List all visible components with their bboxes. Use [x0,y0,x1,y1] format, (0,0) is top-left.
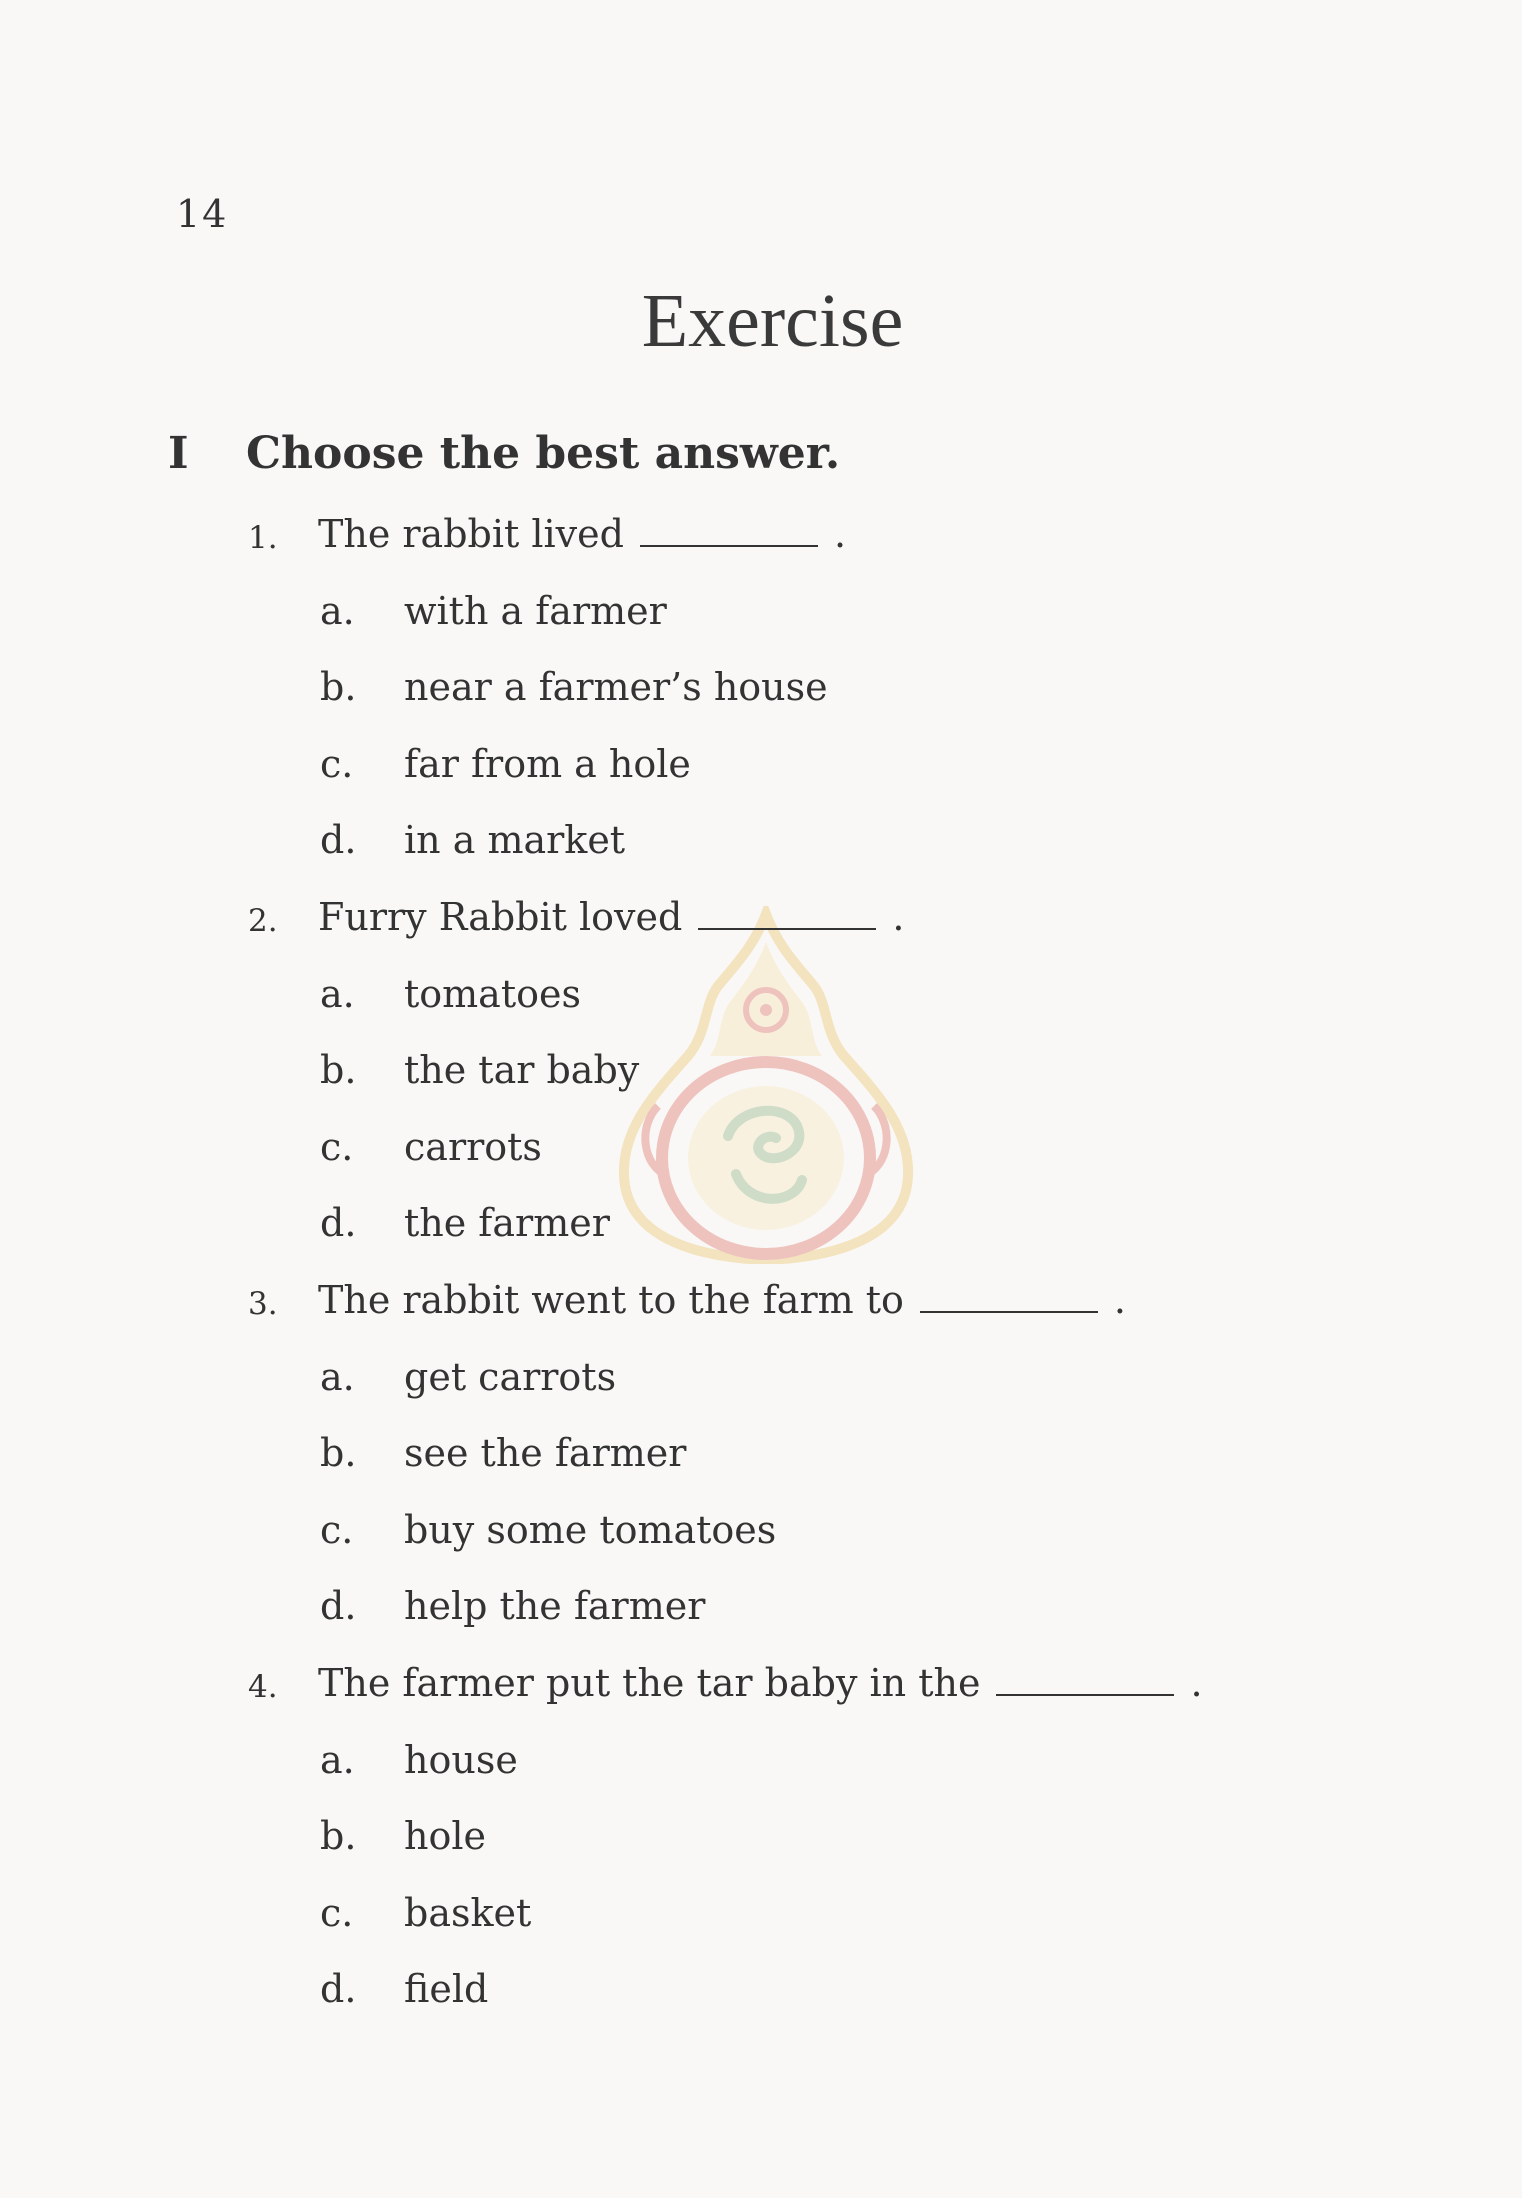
option-item [0,1042,1522,1119]
option-letter: d. [320,1967,357,2012]
option-item [0,812,1522,889]
option-item [0,1119,1522,1196]
question-3 [0,1272,1522,1349]
option-letter: d. [320,1201,357,1246]
question-text-line [318,506,846,562]
answer-blank [698,890,876,930]
question-text: Furry Rabbit loved [318,894,683,939]
option-text: near a farmer’s house [404,665,828,710]
question-number: 2. [248,902,278,939]
answer-blank [920,1273,1098,1313]
section-heading [168,428,840,479]
option-item [0,1732,1522,1809]
option-letter: d. [320,818,357,863]
option-item [0,659,1522,736]
option-letter: b. [320,1048,357,1093]
option-text: with a farmer [404,588,667,633]
option-text: house [404,1737,518,1782]
answer-blank [996,1656,1174,1696]
option-text: buy some tomatoes [404,1507,777,1552]
section-instruction: Choose the best answer. [246,428,841,479]
option-text: carrots [404,1124,542,1169]
answer-blank [640,507,818,547]
question-1 [0,506,1522,583]
question-text: The farmer put the tar baby in the [318,1660,981,1705]
option-letter: a. [320,1737,355,1782]
option-item [0,1961,1522,2038]
option-item [0,1578,1522,1655]
option-item [0,1349,1522,1426]
option-text: see the farmer [404,1431,687,1476]
question-number: 4. [248,1668,278,1705]
option-item [0,1425,1522,1502]
question-text-line [318,889,904,945]
option-letter: b. [320,1814,357,1859]
option-letter: b. [320,665,357,710]
question-list [0,506,1522,2038]
option-letter: c. [320,1124,354,1169]
option-item [0,1885,1522,1962]
question-number: 1. [248,520,278,556]
option-text: field [404,1967,489,2012]
option-text: far from a hole [404,741,691,786]
option-text: the farmer [404,1201,610,1246]
question-4 [0,1655,1522,1732]
question-period: . [1190,1660,1203,1705]
option-item [0,1502,1522,1579]
option-text: hole [404,1814,486,1859]
option-item [0,736,1522,813]
question-text: The rabbit lived [318,512,624,556]
option-letter: a. [320,1354,355,1399]
option-letter: a. [320,588,355,633]
question-text: The rabbit went to the farm to [318,1277,904,1322]
question-number: 3. [248,1285,278,1322]
section-numeral: I [168,428,189,479]
page-title: Exercise [641,279,904,363]
option-text: help the farmer [404,1584,706,1629]
option-text: get carrots [404,1354,617,1399]
option-text: in a market [404,818,626,863]
option-letter: b. [320,1431,357,1476]
option-letter: c. [320,1507,354,1552]
option-text: tomatoes [404,971,581,1016]
option-item [0,1195,1522,1272]
option-letter: c. [320,1890,354,1935]
question-period: . [892,894,905,939]
option-text: the tar baby [404,1048,640,1093]
question-text-line [318,1272,1126,1328]
question-2 [0,889,1522,966]
option-item [0,966,1522,1043]
question-period: . [1113,1277,1126,1322]
option-letter: c. [320,741,354,786]
option-item [0,1808,1522,1885]
question-text-line [318,1655,1203,1711]
page-number: 14 [176,192,229,236]
option-letter: d. [320,1584,357,1629]
option-text: basket [404,1890,532,1935]
option-letter: a. [320,971,355,1016]
question-period: . [833,512,847,556]
option-item [0,583,1522,660]
